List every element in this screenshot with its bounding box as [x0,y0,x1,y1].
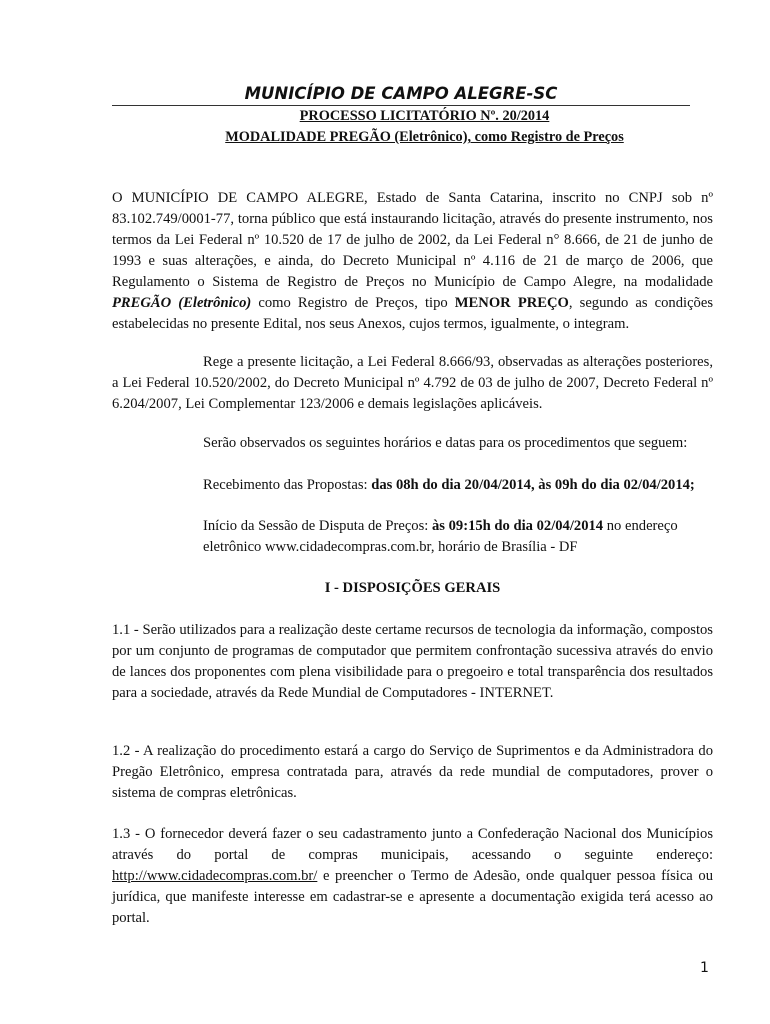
intro-text-2: como Registro de Preços, tipo [251,295,455,311]
item-1-3-rest [112,866,713,929]
schedule-intro: Serão observados os seguintes horários e datas para os procedimentos que seguem: [203,435,688,451]
intro-modality: PREGÃO (Eletrônico) [112,295,252,311]
modality-subtitle: MODALIDADE PREGÃO (Eletrônico), como Registro de Preços [225,129,624,145]
session-address-line: eletrônico www.cidadecompras.com.br, horário de Brasília - DF [203,539,578,555]
session-value: às 09:15h do dia 02/04/2014 [432,518,604,534]
session-tail-1: no endereço [603,518,678,534]
receipt-line [203,475,713,496]
session-line [203,516,713,537]
intro-paragraph [112,188,713,335]
receipt-value: das 08h do dia 20/04/2014, às 09h do dia 02/04/2014; [371,477,695,493]
section-heading: I - DISPOSIÇÕES GERAIS [324,580,501,596]
receipt-label: Recebimento das Propostas: [203,477,372,493]
item-1-3-line-1: 1.3 - O fornecedor deverá fazer o seu cadastramento junto a Confederação Nacional dos Municípios através do portal de compras municipais, acessando o seguinte endereço: [112,826,713,863]
item-1-2: 1.2 - A realização do procedimento estará a cargo do Serviço de Suprimentos e da Administradora do Pregão Eletrônico, empresa contratada para, através da rede mundial de computadores, prover o sistema de compras eletrônicas. [112,743,713,801]
portal-link[interactable]: http://www.cidadecompras.com.br/ [112,868,318,884]
document-title: MUNICÍPIO DE CAMPO ALEGRE-SC [244,84,558,103]
session-label: Início da Sessão de Disputa de Preços: [203,518,432,534]
page-number: 1 [700,960,709,976]
intro-type: MENOR PREÇO [454,295,569,311]
item-1-1: 1.1 - Serão utilizados para a realização deste certame recursos de tecnologia da informação, compostos por um conjunto de programas de computador que permitem confrontação sucessiva através do envio de lances dos proponentes com plena visibilidade para o pregoeiro e total transparência dos resultados para a sociedade, através da Rede Mundial de Computadores - INTERNET. [112,622,713,701]
process-number: PROCESSO LICITATÓRIO Nº. 20/2014 [299,108,550,124]
intro-text-3: , segundo as condições estabelecidas no presente Edital, nos seus Anexos, cujos termos, igualmente, o integram. [112,295,714,332]
item-1-3-text: e preencher o Termo de Adesão, onde qualquer pessoa física ou jurídica, que manifeste interesse em cadastrar-se e apresente a documentação exigida terá acesso ao portal. [112,868,713,926]
intro-text-1: O MUNICÍPIO DE CAMPO ALEGRE, Estado de Santa Catarina, inscrito no CNPJ sob nº 83.102.749/0001-77, torna público que está instaurando licitação, através do presente instrumento, nos termos da Lei Federal nº 10.520 de 17 de julho de 2002, da Lei Federal n° 8.666, de 21 de junho de 1993 e suas alterações, e ainda, do Decreto Municipal nº 4.116 de 21 de março de 2006, que Regulamento o Sistema de Registro de Preços no Município de Campo Alegre, na modalidade [112,190,713,290]
rege-paragraph: Rege a presente licitação, a Lei Federal 8.666/93, observadas as alterações posteriores, a Lei Federal 10.520/2002, do Decreto Municipal nº 4.792 de 03 de julho de 2007, Decreto Federal nº 6.204/2007, Lei Complementar 123/2006 e demais legislações aplicáveis. [112,354,713,412]
